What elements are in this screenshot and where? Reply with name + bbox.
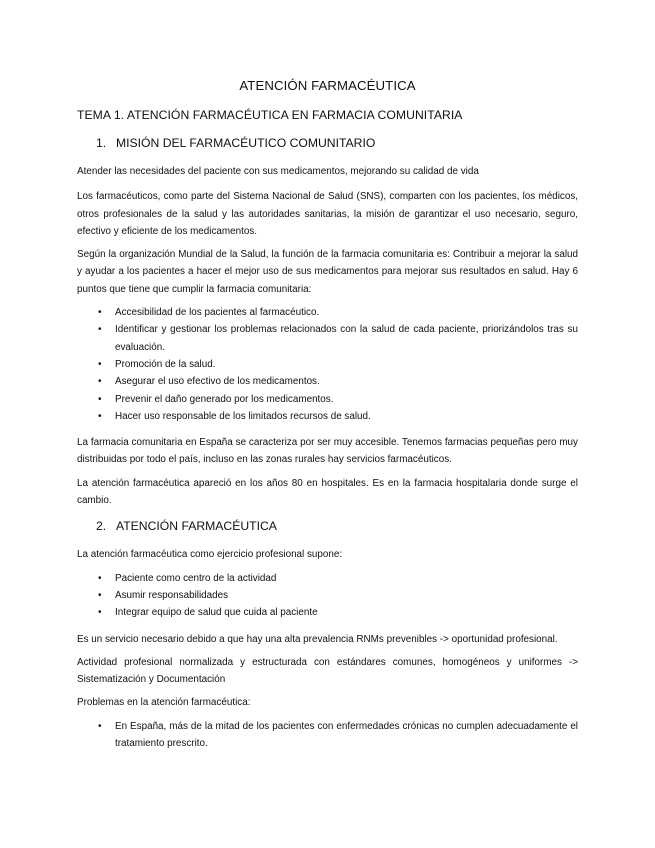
list-item: • Prevenir el daño generado por los medicamentos.: [77, 391, 578, 408]
tema-heading: TEMA 1. ATENCIÓN FARMACÉUTICA EN FARMACIA COMUNITARIA: [77, 108, 463, 122]
section-2-problems-list: [77, 718, 578, 753]
section-1-paragraph-1: Atender las necesidades del paciente con sus medicamentos, mejorando su calidad de vida: [77, 166, 479, 177]
list-item: • Integrar equipo de salud que cuida al paciente: [77, 604, 578, 621]
section-2-bullet-list: [77, 570, 578, 622]
section-1-paragraph-3: Según la organización Mundial de la Salud, la función de la farmacia comunitaria es: Contribuir a mejorar la salud y ayudar a los pacientes a hacer el mejor uso de sus medicamentos para mejorar sus resultados en salud. Hay 6 puntos que tiene que cumplir la farmacia comunitaria:: [77, 249, 578, 295]
section-1-heading: [96, 136, 578, 150]
section-2-number: 2.: [96, 519, 107, 534]
list-item: • Paciente como centro de la actividad: [77, 570, 578, 587]
section-2-paragraph-2: Es un servicio necesario debido a que hay una alta prevalencia RNMs prevenibles -> oportunidad profesional.: [77, 633, 558, 645]
section-1-bullet-list: [77, 304, 578, 425]
section-2-paragraph-1: La atención farmacéutica como ejercicio profesional supone:: [77, 549, 343, 561]
bullet-icon: •: [98, 720, 102, 732]
document-title: ATENCIÓN FARMACÉUTICA: [239, 78, 416, 93]
section-2-heading: [96, 519, 578, 533]
section-2-paragraph-4: Problemas en la atención farmacéutica:: [77, 697, 251, 709]
section-1-paragraph-5: La atención farmacéutica apareció en los años 80 en hospitales. Es en la farmacia hospitalaria donde surge el cambio.: [77, 477, 578, 507]
bullet-icon: •: [98, 607, 102, 619]
list-item: • Promoción de la salud.: [77, 356, 578, 373]
list-item: • Hacer uso responsable de los limitados recursos de salud.: [77, 408, 578, 425]
bullet-icon: •: [98, 572, 102, 584]
section-1-title: MISIÓN DEL FARMACÉUTICO COMUNITARIO: [116, 136, 376, 150]
section-2-paragraph-3: Actividad profesional normalizada y estructurada con estándares comunes, homogéneos y uniformes -> Sistematización y Documentación: [77, 656, 578, 686]
section-1-paragraph-4: La farmacia comunitaria en España se caracteriza por ser muy accesible. Tenemos farmacias pequeñas pero muy distribuidas por todo el país, incluso en las zonas rurales hay servicios farmacéuticos.: [77, 437, 578, 466]
bullet-icon: •: [98, 410, 102, 422]
section-2-title: ATENCIÓN FARMACÉUTICA: [116, 519, 277, 534]
bullet-icon: •: [98, 324, 102, 336]
bullet-icon: •: [98, 358, 102, 370]
list-item: • Asumir responsabilidades: [77, 587, 578, 604]
list-item: • En España, más de la mitad de los pacientes con enfermedades crónicas no cumplen adecuadamente el tratamiento prescrito.: [77, 718, 578, 753]
list-item: • Identificar y gestionar los problemas relacionados con la salud de cada paciente, priorizándolos tras su evaluación.: [77, 321, 578, 356]
section-1-number: 1.: [96, 136, 107, 150]
list-item: • Accesibilidad de los pacientes al farmacéutico.: [77, 304, 578, 321]
bullet-icon: •: [98, 393, 102, 405]
list-item: • Asegurar el uso efectivo de los medicamentos.: [77, 373, 578, 390]
bullet-icon: •: [98, 376, 102, 388]
bullet-icon: •: [98, 589, 102, 601]
bullet-icon: •: [98, 307, 102, 319]
section-1-paragraph-2: Los farmacéuticos, como parte del Sistema Nacional de Salud (SNS), comparten con los pacientes, los médicos, otros profesionales de la salud y las autoridades sanitarias, la misión de garantizar el uso necesario, seguro, efectivo y eficiente de los medicamentos.: [77, 191, 578, 237]
